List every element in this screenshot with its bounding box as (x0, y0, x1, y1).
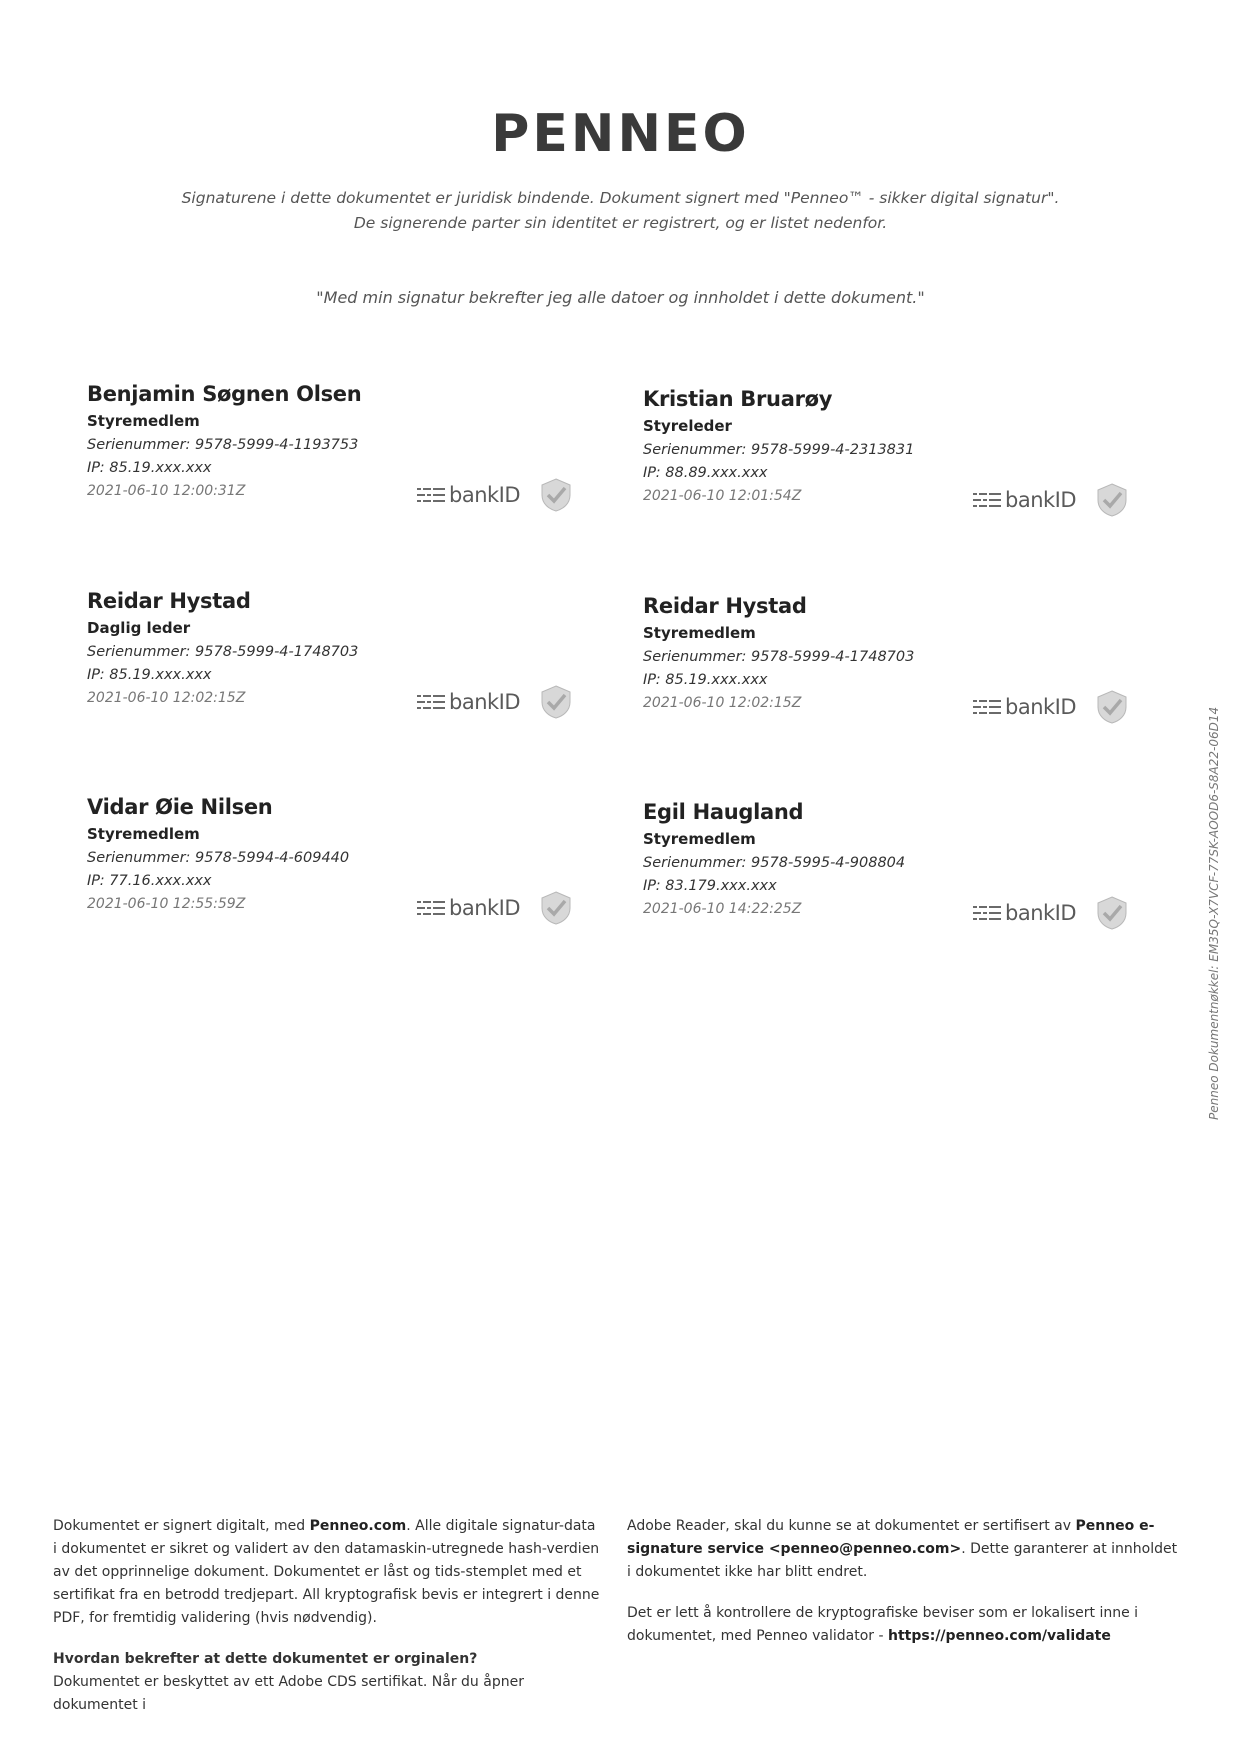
intro-line-1: Signaturene i dette dokumentet er juridisk bindende. Dokument signert med "Penneo™ - sikker digital signatur". (181, 189, 1060, 207)
verified-shield-icon (1094, 482, 1130, 518)
penneo-logo: PENNEO (491, 104, 750, 164)
intro-line-2: De signerende parter sin identitet er registrert, og er listet nedenfor. (353, 214, 888, 232)
signer-serial: Serienummer: 9578-5999-4-2313831 (643, 442, 915, 458)
signer-name: Benjamin Søgnen Olsen (87, 382, 362, 406)
signer-ip: IP: 77.16.xxx.xxx (87, 873, 212, 889)
bankid-bars-icon (417, 487, 445, 503)
bankid-badge (417, 480, 587, 510)
signer-role: Styremedlem (87, 412, 200, 430)
bankid-bars-icon (973, 492, 1001, 508)
bankid-badge (417, 893, 587, 923)
bankid-badge (973, 898, 1143, 928)
signer-name: Reidar Hystad (643, 594, 807, 618)
signer-ip: IP: 85.19.xxx.xxx (643, 672, 768, 688)
signer-timestamp: 2021-06-10 14:22:25Z (643, 901, 802, 917)
verified-shield-icon (538, 890, 574, 926)
penneo-service-label: Penneo e-signature service <penneo@penneo.com> (627, 1518, 1155, 1557)
bankid-badge (973, 692, 1143, 722)
footer-paragraph (627, 1515, 1180, 1584)
signer-serial: Serienummer: 9578-5995-4-908804 (643, 855, 906, 871)
footer-left-column (53, 1515, 603, 1717)
verified-shield-icon (538, 684, 574, 720)
signer-name: Reidar Hystad (87, 589, 251, 613)
signer-name: Egil Haugland (643, 800, 804, 824)
signer-block (87, 589, 607, 719)
signer-role: Styremedlem (643, 830, 756, 848)
footer-text: . Alle digitale signatur-data i dokumentet er sikret og validert av den datamaskin-utregnede hash-verdien av det opprinnelige dokument. Dokumentet er låst og tids-stemplet med et sertifikat fra en betrodd tredjepart. All kryptografisk bevis er integrert i denne PDF, for fremtidig validering (hvis nødvendig). (53, 1518, 600, 1626)
signer-serial: Serienummer: 9578-5999-4-1193753 (87, 437, 359, 453)
footer-paragraph (53, 1515, 603, 1630)
footer-paragraph (627, 1602, 1180, 1648)
signer-block (87, 795, 607, 925)
signer-role: Styremedlem (87, 825, 200, 843)
footer-text: Adobe Reader, skal du kunne se at dokumentet er sertifisert av (627, 1518, 1076, 1534)
signer-block (643, 594, 1163, 724)
bankid-label: bankID (1005, 695, 1077, 719)
footer-paragraph: Dokumentet er beskyttet av ett Adobe CDS sertifikat. Når du åpner dokumentet i (53, 1674, 524, 1713)
footer-text: Dokumentet er signert digitalt, med (53, 1518, 310, 1534)
signer-timestamp: 2021-06-10 12:01:54Z (643, 488, 802, 504)
bankid-badge (417, 687, 587, 717)
bankid-label: bankID (449, 690, 521, 714)
validate-link[interactable]: https://penneo.com/validate (888, 1628, 1111, 1644)
signature-quote: "Med min signatur bekrefter jeg alle datoer og innholdet i dette dokument." (316, 288, 925, 307)
bankid-bars-icon (417, 694, 445, 710)
verified-shield-icon (1094, 895, 1130, 931)
footer-text: . Dette garanterer at innholdet i dokumentet ikke har blitt endret. (627, 1541, 1178, 1580)
signer-role: Styreleder (643, 417, 732, 435)
signer-name: Kristian Bruarøy (643, 387, 833, 411)
verified-shield-icon (1094, 689, 1130, 725)
signer-name: Vidar Øie Nilsen (87, 795, 273, 819)
signer-role: Styremedlem (643, 624, 756, 642)
signer-block (643, 800, 1163, 930)
bankid-bars-icon (417, 900, 445, 916)
signer-serial: Serienummer: 9578-5999-4-1748703 (87, 644, 359, 660)
signer-ip: IP: 88.89.xxx.xxx (643, 465, 768, 481)
signer-ip: IP: 85.19.xxx.xxx (87, 667, 212, 683)
bankid-badge (973, 485, 1143, 515)
signer-timestamp: 2021-06-10 12:00:31Z (87, 483, 246, 499)
signer-block (87, 382, 607, 512)
intro-text (0, 186, 1241, 236)
signer-block (643, 387, 1163, 517)
bankid-label: bankID (449, 896, 521, 920)
penneo-com-label: Penneo.com (309, 1518, 407, 1534)
bankid-label: bankID (1005, 901, 1077, 925)
signer-timestamp: 2021-06-10 12:02:15Z (87, 690, 246, 706)
signer-serial: Serienummer: 9578-5994-4-609440 (87, 850, 350, 866)
signer-timestamp: 2021-06-10 12:55:59Z (87, 896, 246, 912)
bankid-bars-icon (973, 699, 1001, 715)
signer-role: Daglig leder (87, 619, 191, 637)
bankid-label: bankID (449, 483, 521, 507)
footer-right-column (627, 1515, 1180, 1648)
document-key-vertical (1195, 640, 1221, 1120)
signer-serial: Serienummer: 9578-5999-4-1748703 (643, 649, 915, 665)
verified-shield-icon (538, 477, 574, 513)
signer-timestamp: 2021-06-10 12:02:15Z (643, 695, 802, 711)
bankid-label: bankID (1005, 488, 1077, 512)
signer-ip: IP: 83.179.xxx.xxx (643, 878, 777, 894)
bankid-bars-icon (973, 905, 1001, 921)
signer-ip: IP: 85.19.xxx.xxx (87, 460, 212, 476)
document-key-text: Penneo Dokumentnøkkel: EM35Q-X7VCF-77SK-AOOD6-S8A22-06D14 (1207, 706, 1221, 1120)
footer-question: Hvordan bekrefter at dette dokumentet er orginalen? (53, 1651, 478, 1667)
footer-text: Det er lett å kontrollere de kryptografiske beviser som er lokalisert inne i dokumentet, med Penneo validator - (627, 1605, 1139, 1644)
